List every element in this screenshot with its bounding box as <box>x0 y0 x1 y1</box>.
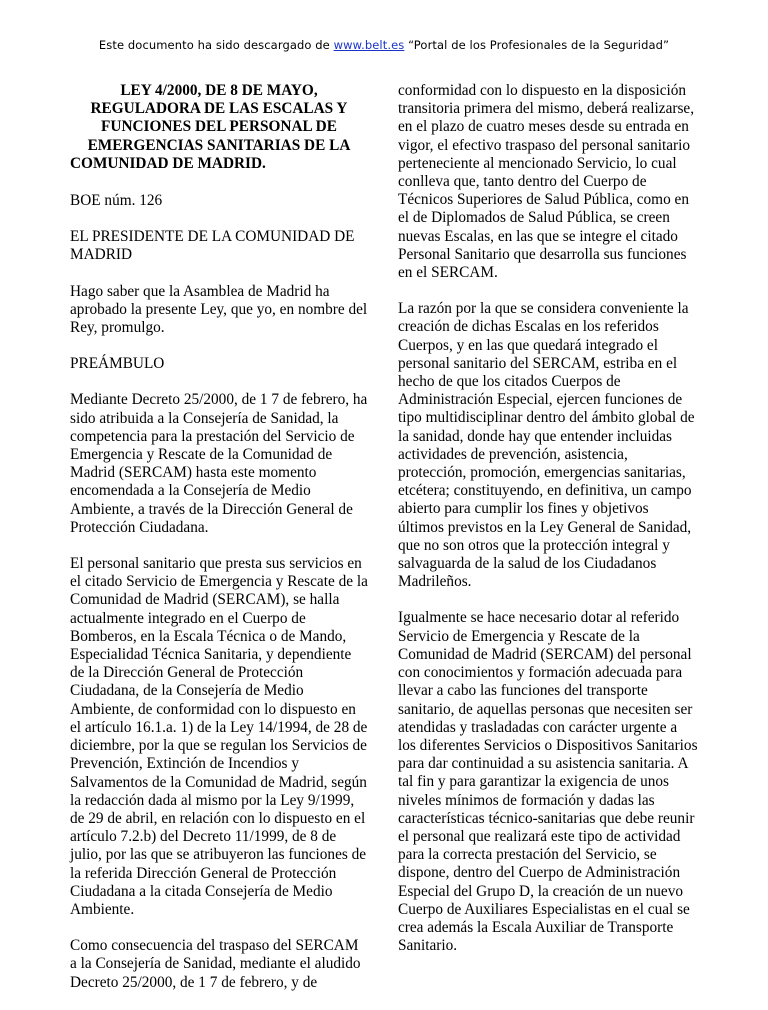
boe-reference: BOE núm. 126 <box>70 192 163 210</box>
title-line-4: EMERGENCIAS SANITARIAS DE LA <box>87 136 351 154</box>
paragraph: conformidad con lo dispuesto en la disposición transitoria primera del mismo, deberá realizarse, en el plazo de cuatro meses desde su entrada en vigor, el efectivo traspaso del personal sanitario perteneciente al mencionado Servicio, lo cual conlleva que, tanto dentro del Cuerpo de Técnicos Superiores de Salud Pública, como en el de Diplomados de Salud Pública, se creen nuevas Escalas, en las que se integre el citado Personal Sanitario que desarrolla sus funciones en el SERCAM. <box>398 82 695 282</box>
right-column <box>398 82 698 973</box>
paragraph: Igualmente se hace necesario dotar al referido Servicio de Emergencia y Rescate de la Comunidad de Madrid (SERCAM) del personal con conocimientos y formación adecuada para llevar a cabo las funciones del transporte sanitario, de aquellas personas que necesiten ser atendidas y trasladadas con carácter urgente a los diferentes Servicios o Dispositivos Sanitarios para dar continuidad a su asistencia sanitaria. A tal fin y para garantizar la exigencia de unos niveles mínimos de formación y dadas las características técnico-sanitarias que debe reunir el personal que realizará este tipo de actividad para la correcta prestación del Servicio, se dispone, dentro del Cuerpo de Administración Especial del Grupo D, la creación de un nuevo Cuerpo de Auxiliares Especialistas en el cual se crea además la Escala Auxiliar de Transporte Sanitario. <box>398 609 698 955</box>
paragraph: Mediante Decreto 25/2000, de 1 7 de febrero, ha sido atribuida a la Consejería de Sanidad, la competencia para la prestación del Servicio de Emergencia y Rescate de la Comunidad de Madrid (SERCAM) hasta este momento encomendada a la Consejería de Medio Ambiente, a través de la Dirección General de Protección Ciudadana. <box>70 391 368 536</box>
paragraph: La razón por la que se considera conveniente la creación de dichas Escalas en los referidos Cuerpos, y en las que quedará integrado el personal sanitario del SERCAM, estriba en el hecho de que los citados Cuerpos de Administración Especial, ejercen funciones de tipo multidisciplinar dentro del ámbito global de la sanidad, donde hay que entender incluidas actividades de prevención, asistencia, protección, promoción, emergencias sanitarias, etcétera; constituyendo, en definitiva, un campo abierto para cumplir los fines y objetivos últimos previstos en la Ley General de Sanidad, que no son otros que la protección integral y salvaguarda de la salud de los Ciudadanos Madrileños. <box>398 300 695 591</box>
header-suffix: “Portal de los Profesionales de la Seguridad” <box>404 38 670 52</box>
belt-link[interactable]: www.belt.es <box>333 38 405 52</box>
paragraph: Como consecuencia del traspaso del SERCAM a la Consejería de Sanidad, mediante el aludido Decreto 25/2000, de 1 7 de febrero, y de <box>70 937 361 991</box>
law-title <box>70 82 368 173</box>
title-line-3: FUNCIONES DEL PERSONAL DE <box>101 118 337 136</box>
left-column <box>70 82 368 1010</box>
title-line-5: COMUNIDAD DE MADRID. <box>70 154 266 172</box>
promulgation-paragraph: Hago saber que la Asamblea de Madrid ha aprobado la presente Ley, que yo, en nombre del Rey, promulgo. <box>70 282 368 337</box>
paragraph: El personal sanitario que presta sus servicios en el citado Servicio de Emergencia y Rescate de la Comunidad de Madrid (SERCAM), se halla actualmente integrado en el Cuerpo de Bomberos, en la Escala Técnica o de Mando, Especialidad Técnica Sanitaria, y dependiente de la Dirección General de Protección Ciudadana, de la Consejería de Medio Ambiente, de conformidad con lo dispuesto en el artículo 16.1.a. 1) de la Ley 14/1994, de 28 de diciembre, por la que se regulan los Servicios de Prevención, Extinción de Incendios y Salvamentos de la Comunidad de Madrid, según la redacción dada al mismo por la Ley 9/1999, de 29 de abril, en relación con lo dispuesto en el artículo 7.2.b) del Decreto 11/1999, de 8 de julio, por las que se atribuyeron las funciones de la referida Dirección General de Protección Ciudadana a la citada Consejería de Medio Ambiente. <box>70 555 368 918</box>
header-prefix: Este documento ha sido descargado de <box>98 38 334 52</box>
title-line-2: REGULADORA DE LAS ESCALAS Y <box>90 100 348 118</box>
download-notice-header <box>0 38 768 52</box>
presidente-heading: EL PRESIDENTE DE LA COMUNIDAD DE MADRID <box>70 228 355 264</box>
title-line-1: LEY 4/2000, DE 8 DE MAYO, <box>120 82 318 99</box>
preambulo-heading: PREÁMBULO <box>70 355 165 373</box>
